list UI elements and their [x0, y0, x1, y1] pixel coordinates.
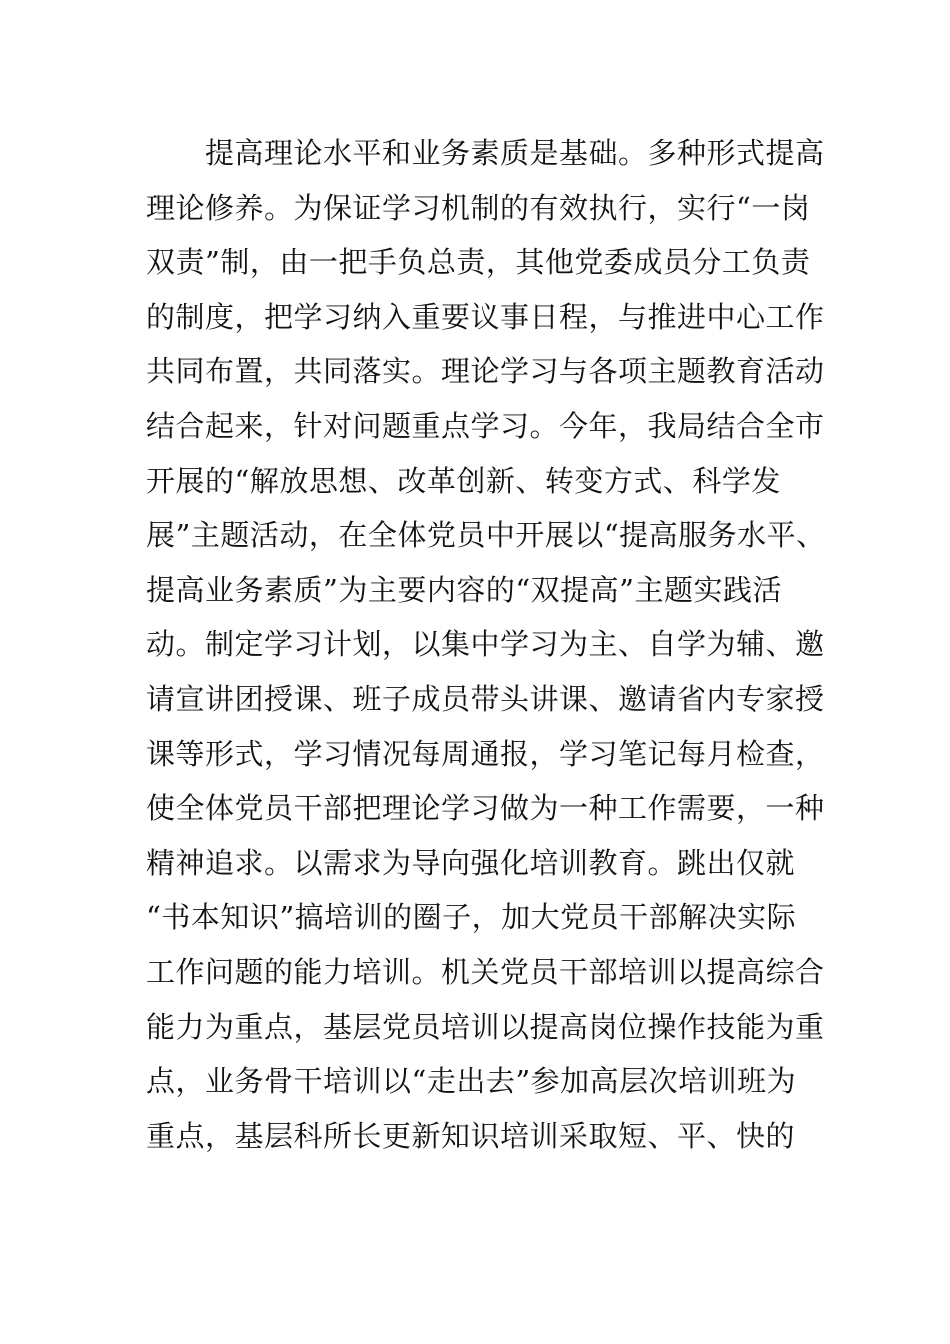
text-line: 使全体党员干部把理论学习做为一种工作需要，一种	[146, 791, 825, 826]
text-line: 提高业务素质”为主要内容的“双提高”主题实践活	[146, 572, 782, 607]
text-line: 请宣讲团授课、班子成员带头讲课、邀请省内专家授	[146, 681, 825, 716]
body-paragraph	[146, 126, 826, 1163]
text-line: 共同布置，共同落实。理论学习与各项主题教育活动	[146, 354, 825, 389]
text-line: 课等形式，学习情况每周通报，学习笔记每月检查，	[146, 736, 825, 771]
text-line: 工作问题的能力培训。机关党员干部培训以提高综合	[146, 954, 825, 989]
text-line: 重点，基层科所长更新知识培训采取短、平、快的	[146, 1118, 796, 1153]
text-line: 开展的“解放思想、改革创新、转变方式、科学发	[146, 463, 781, 498]
text-line: 的制度，把学习纳入重要议事日程，与推进中心工作	[146, 299, 825, 334]
text-line: “书本知识”搞培训的圈子，加大党员干部解决实际	[146, 900, 797, 935]
text-line: 提高理论水平和业务素质是基础。多种形式提高	[146, 136, 825, 170]
text-line: 能力为重点，基层党员培训以提高岗位操作技能为重	[146, 1009, 825, 1044]
text-line: 展”主题活动，在全体党员中开展以“提高服务水平、	[146, 518, 826, 553]
text-line: 动。制定学习计划，以集中学习为主、自学为辅、邀	[146, 627, 825, 662]
text-line: 双责”制，由一把手负总责，其他党委成员分工负责	[146, 245, 811, 280]
text-line: 精神追求。以需求为导向强化培训教育。跳出仅就	[146, 845, 796, 880]
text-line: 理论修养。为保证学习机制的有效执行，实行“一岗	[146, 190, 811, 225]
text-line: 结合起来，针对问题重点学习。今年，我局结合全市	[146, 408, 825, 443]
text-line: 点，业务骨干培训以“走出去”参加高层次培训班为	[146, 1064, 797, 1099]
